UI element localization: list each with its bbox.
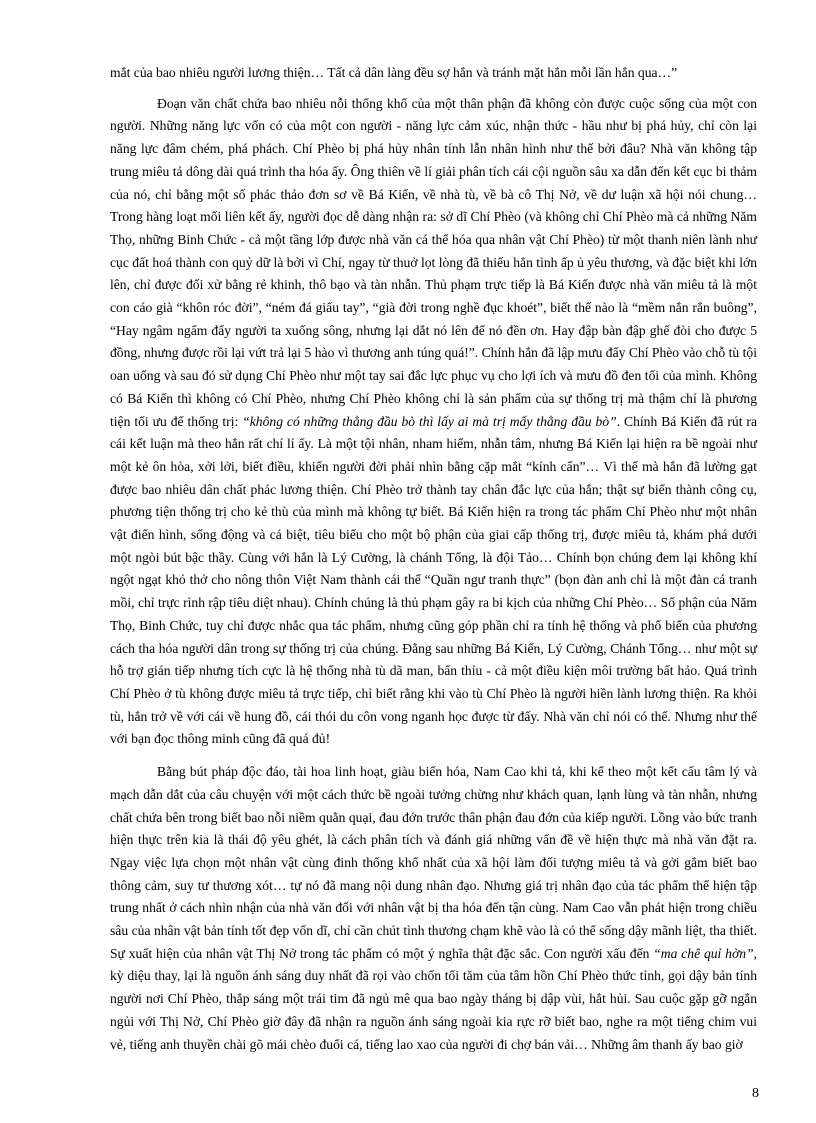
paragraph-text: Đoạn văn chất chứa bao nhiêu nỗi thống khổ của một thân phận đã không còn được cuộc sống của một con người. Những năng lực vốn có của một con người - năng lực cảm xúc, nhận thức - hầu như bị phá hủy, chỉ còn lại năng lực đâm chém, phá phách. Chí Phèo bị phá hủy nhân tính lẫn nhân hình như thế bởi đâu? Nhà văn không tập trung miêu tả dông dài quá trình tha hóa ấy. Ông thiên về lí giải phân tích cái cội nguồn sâu xa dẫn đến kết cục bi thảm của nó, chỉ bằng một số phác thảo đơn sơ về Bá Kiến, về nhà tù, về bà cô Thị Nở, về dư luận xã hội nói chung… Trong hàng loạt mối liên kết ấy, người đọc dễ dàng nhận ra: sở dĩ Chí Phèo (và không chỉ Chí Phèo mà cả những Năm Thọ, những Binh Chức - cả một tầng lớp được nhà văn cá thể hóa qua nhân vật Chí Phèo) từ một thanh niên lành như cục đất hoá thành con quỷ dữ là bởi vì Chí, ngay từ thuở lọt lòng đã thiếu hẳn tình ấp ủ yêu thương, và đặc biệt khi lớn lên, chỉ được đối xử bằng rẻ khinh, thô bạo và tàn nhẫn. Thủ phạm trực tiếp là Bá Kiến được nhà văn miêu tả là một con cáo già “khôn róc đời”, “ném đá giấu tay”, “già đời trong nghề đục khoét”, biết thế nào là “mềm nắn rắn buông”, “Hay ngâm ngẩm đẩy người ta xuống sông, nhưng lại dắt nó lên để nó đền ơn. Hay đập bàn đập ghế đòi cho được 5 đồng, nhưng được rồi lại vứt trả lại 5 hào vì thương anh túng quá!”. Chính hắn đã lập mưu đẩy Chí Phèo vào chỗ tù tội oan uổng và sau đó sử dụng Chí Phèo như một tay sai đắc lực phục vụ cho lợi ích và mưu đồ đen tối của mình. Không có Bá Kiến thì không có Chí Phèo, nhưng Chí Phèo không chỉ là sản phẩm của sự thống trị mà thậm chí là phương tiện tối ưu để thống trị:	[110, 95, 757, 429]
paragraph-text: . Chính Bá Kiến đã rút ra cái kết luận mà theo hắn rất chí lí ấy. Là một tội nhân, nham hiểm, nhẫn tâm, nhưng Bá Kiến lại hiện ra bề ngoài như một kẻ ôn hòa, xởi lởi, biết điều, khiến người đời phải nhìn bằng cặp mắt “kính cẩn”… Vì thế mà hắn đã lường gạt được bao nhiêu dân chất phác lương thiện. Chí Phèo trở thành tay chân đắc lực của hắn; thật sự biến thành công cụ, phương tiện thống trị cho kẻ thù của mình mà không tự biết. Bá Kiến hiện ra trong tác phẩm Chí Phèo như một nhân vật điển hình, sống động và cá biệt, tiêu biểu cho một bộ phận của giai cấp thống trị, được miêu tả, khám phá dưới một ngòi bút bậc thầy. Cùng với hắn là Lý Cường, là chánh Tổng, là đội Tảo… Chính bọn chúng đem lại không khí ngột ngạt khó thở cho nông thôn Việt Nam thành cái thế “Quần ngư tranh thực” (bọn đàn anh chỉ là một đàn cá tranh mồi, chỉ trực rình rập tiêu diệt nhau). Chính chúng là thủ phạm gây ra bi kịch của những Chí Phèo… Số phận của Năm Thọ, Binh Chức, tuy chỉ được nhắc qua tác phẩm, nhưng cũng góp phần chỉ ra tính hệ thống và phổ biến của phương cách tha hóa người dân trong sự thống trị của chúng. Đằng sau những Bá Kiến, Lý Cường, Chánh Tổng… như một sự hỗ trợ gián tiếp nhưng tích cực là hệ thống nhà tù dã man, bẩn thỉu - cả một điều kiện môi trường bất hảo. Quá trình Chí Phèo ở tù không được miêu tả trực tiếp, chỉ biết rằng khi vào tù Chí Phèo là người hiền lành lương thiện. Ra khỏi tù, hắn trở về với cái về hung đồ, cái thói du côn vong nganh học được từ đấy. Nhà văn chỉ nói có thế. Nhưng như thế với bạn đọc thông minh cũng đã quá đủ!	[110, 413, 757, 747]
italic-quote: “không có những thằng đầu bò thì lấy ai mà trị mấy thằng đầu bò”	[242, 413, 617, 429]
document-body	[110, 62, 757, 1066]
italic-quote: “ma chê quỉ hờn”	[653, 945, 754, 961]
page-number: 8	[752, 1086, 759, 1101]
paragraph-text: Bằng bút pháp độc đáo, tài hoa linh hoạt, giàu biến hóa, Nam Cao khi tả, khi kể theo một kết cấu tâm lý và mạch dẫn dắt của câu chuyện với một cách thức bề ngoài tưởng chừng như khách quan, lạnh lùng và tàn nhẫn, nhưng chất chứa bên trong biết bao nỗi niềm quằn quại, đau đớn trước thân phận đau đớn của kiếp người. Lồng vào bức tranh hiện thực trên kia là thái độ yêu ghét, là cách phân tích và đánh giá những vấn đề về hiện thực mà nhà văn đặt ra. Ngay việc lựa chọn một nhân vật cùng đinh thống khổ nhất của xã hội làm đối tượng miêu tả và gởi gắm biết bao thông cảm, suy tư thương xót… tự nó đã mang nội dung nhân đạo. Nhưng giá trị nhân đạo của tác phẩm thể hiện tập trung nhất ở cách nhìn nhận của nhà văn đối với nhân vật bị tha hóa đến tận cùng. Nam Cao vẫn phát hiện trong chiều sâu của nhân vật bản tính tốt đẹp vốn dĩ, chỉ cần chút tình thương chạm khẽ vào là có thể sống dậy mãnh liệt, tha thiết. Sự xuất hiện của nhân vật Thị Nở trong tác phẩm có một ý nghĩa thật đặc sắc. Con người xấu đến	[110, 764, 757, 961]
paragraph-thino	[110, 761, 757, 1056]
paragraph-text: , kỳ diệu thay, lại là nguồn ánh sáng duy nhất đã rọi vào chốn tối tăm của tâm hồn Chí Phèo thức tỉnh, gọi dậy bản tính người nơi Chí Phèo, thắp sáng một trái tim đã ngủ mê qua bao ngày tháng bị dập vùi, hắt hủi. Sau cuộc gặp gỡ ngắn ngủi với Thị Nở, Chí Phèo giờ đây đã nhận ra nguồn ánh sáng ngoài kia rực rỡ biết bao, nghe ra một tiếng chim vui vẻ, tiếng anh thuyền chài gõ mái chèo đuổi cá, tiếng lao xao của người đi chợ bán vải… Những âm thanh ấy bao giờ	[110, 945, 757, 1052]
paragraph-bakien	[110, 93, 757, 751]
paragraph-text: mắt của bao nhiêu người lương thiện… Tất cả dân làng đều sợ hắn và tránh mặt hắn mỗi lần hắn qua…”	[110, 65, 678, 80]
paragraph-continued	[110, 62, 757, 85]
